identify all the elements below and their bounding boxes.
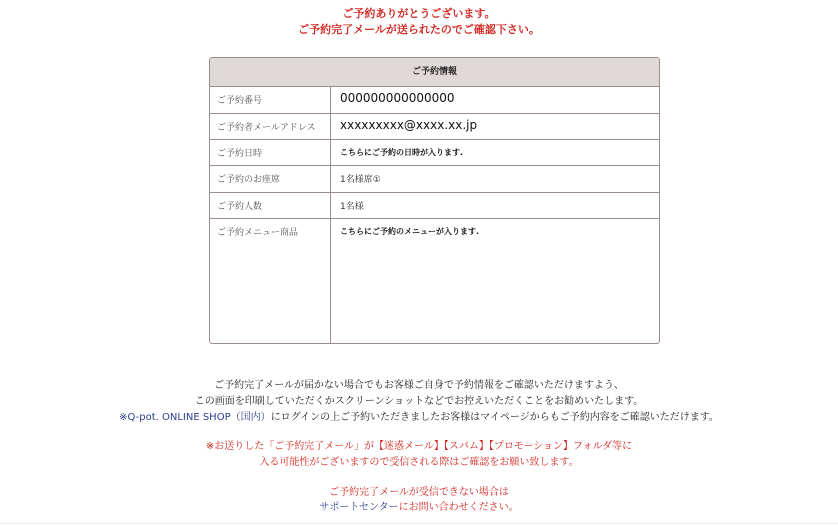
mail-sent-message: ご予約完了メールが送られたのでご確認下さい。 xyxy=(298,23,540,36)
reservation-datetime-row xyxy=(210,140,659,166)
reservation-number-label: ご予約番号 xyxy=(210,87,331,113)
reservation-guests-label: ご予約人数 xyxy=(210,193,331,218)
notice-line-2: この画面を印刷していただくかスクリーンショットなどでお控えいただくことをお勧めいたします。 xyxy=(194,396,644,407)
reservation-info-table xyxy=(209,57,660,344)
spam-warning-line-2: 入る可能性がございますので受信される際はご確認をお願い致します。 xyxy=(259,457,579,468)
reservation-number-value: 000000000000000 xyxy=(340,91,455,105)
notice-line-3 xyxy=(0,410,838,426)
reservation-info-title: ご予約情報 xyxy=(210,58,659,87)
reservation-email-label: ご予約者メールアドレス xyxy=(210,114,331,139)
spam-warning-line-1: ※お送りした「ご予約完了メール」が【迷惑メール】【スパム】【プロモーション】フォルダ等に xyxy=(205,441,633,452)
online-shop-link[interactable]: ※Q-pot. ONLINE SHOP（国内） xyxy=(119,412,271,423)
reservation-email-value: xxxxxxxxx@xxxx.xx.jp xyxy=(340,118,478,132)
contact-line-2-text: にお問い合わせください。 xyxy=(398,502,519,513)
reservation-seat-row xyxy=(210,166,659,193)
bottom-divider xyxy=(0,523,838,524)
reservation-seat-value: 1名様席① xyxy=(340,175,381,185)
reservation-number-row xyxy=(210,87,659,114)
reservation-guests-row xyxy=(210,193,659,219)
reservation-datetime-value: こちらにご予約の日時が入ります. xyxy=(340,148,464,157)
reservation-email-row xyxy=(210,114,659,140)
reservation-menu-value: こちらにご予約のメニューが入ります. xyxy=(340,227,480,236)
reservation-guests-value: 1名様 xyxy=(340,202,364,212)
contact-line-1: ご予約完了メールが受信できない場合は xyxy=(329,487,509,498)
notice-line-1: ご予約完了メールが届かない場合でもお客様ご自身で予約情報をご確認いただけますよう、 xyxy=(214,380,624,391)
reservation-datetime-label: ご予約日時 xyxy=(210,140,331,165)
support-center-link[interactable]: サポートセンター xyxy=(319,502,399,513)
notice-line-3-text: にログインの上ご予約いただきましたお客様はマイページからもご予約内容をご確認いただけます。 xyxy=(270,412,719,423)
reservation-menu-row xyxy=(210,219,659,343)
reservation-seat-label: ご予約のお座席 xyxy=(210,166,331,192)
contact-line-2 xyxy=(0,500,838,516)
thanks-message: ご予約ありがとうございます。 xyxy=(342,7,496,20)
reservation-menu-label: ご予約メニュー商品 xyxy=(210,219,331,343)
